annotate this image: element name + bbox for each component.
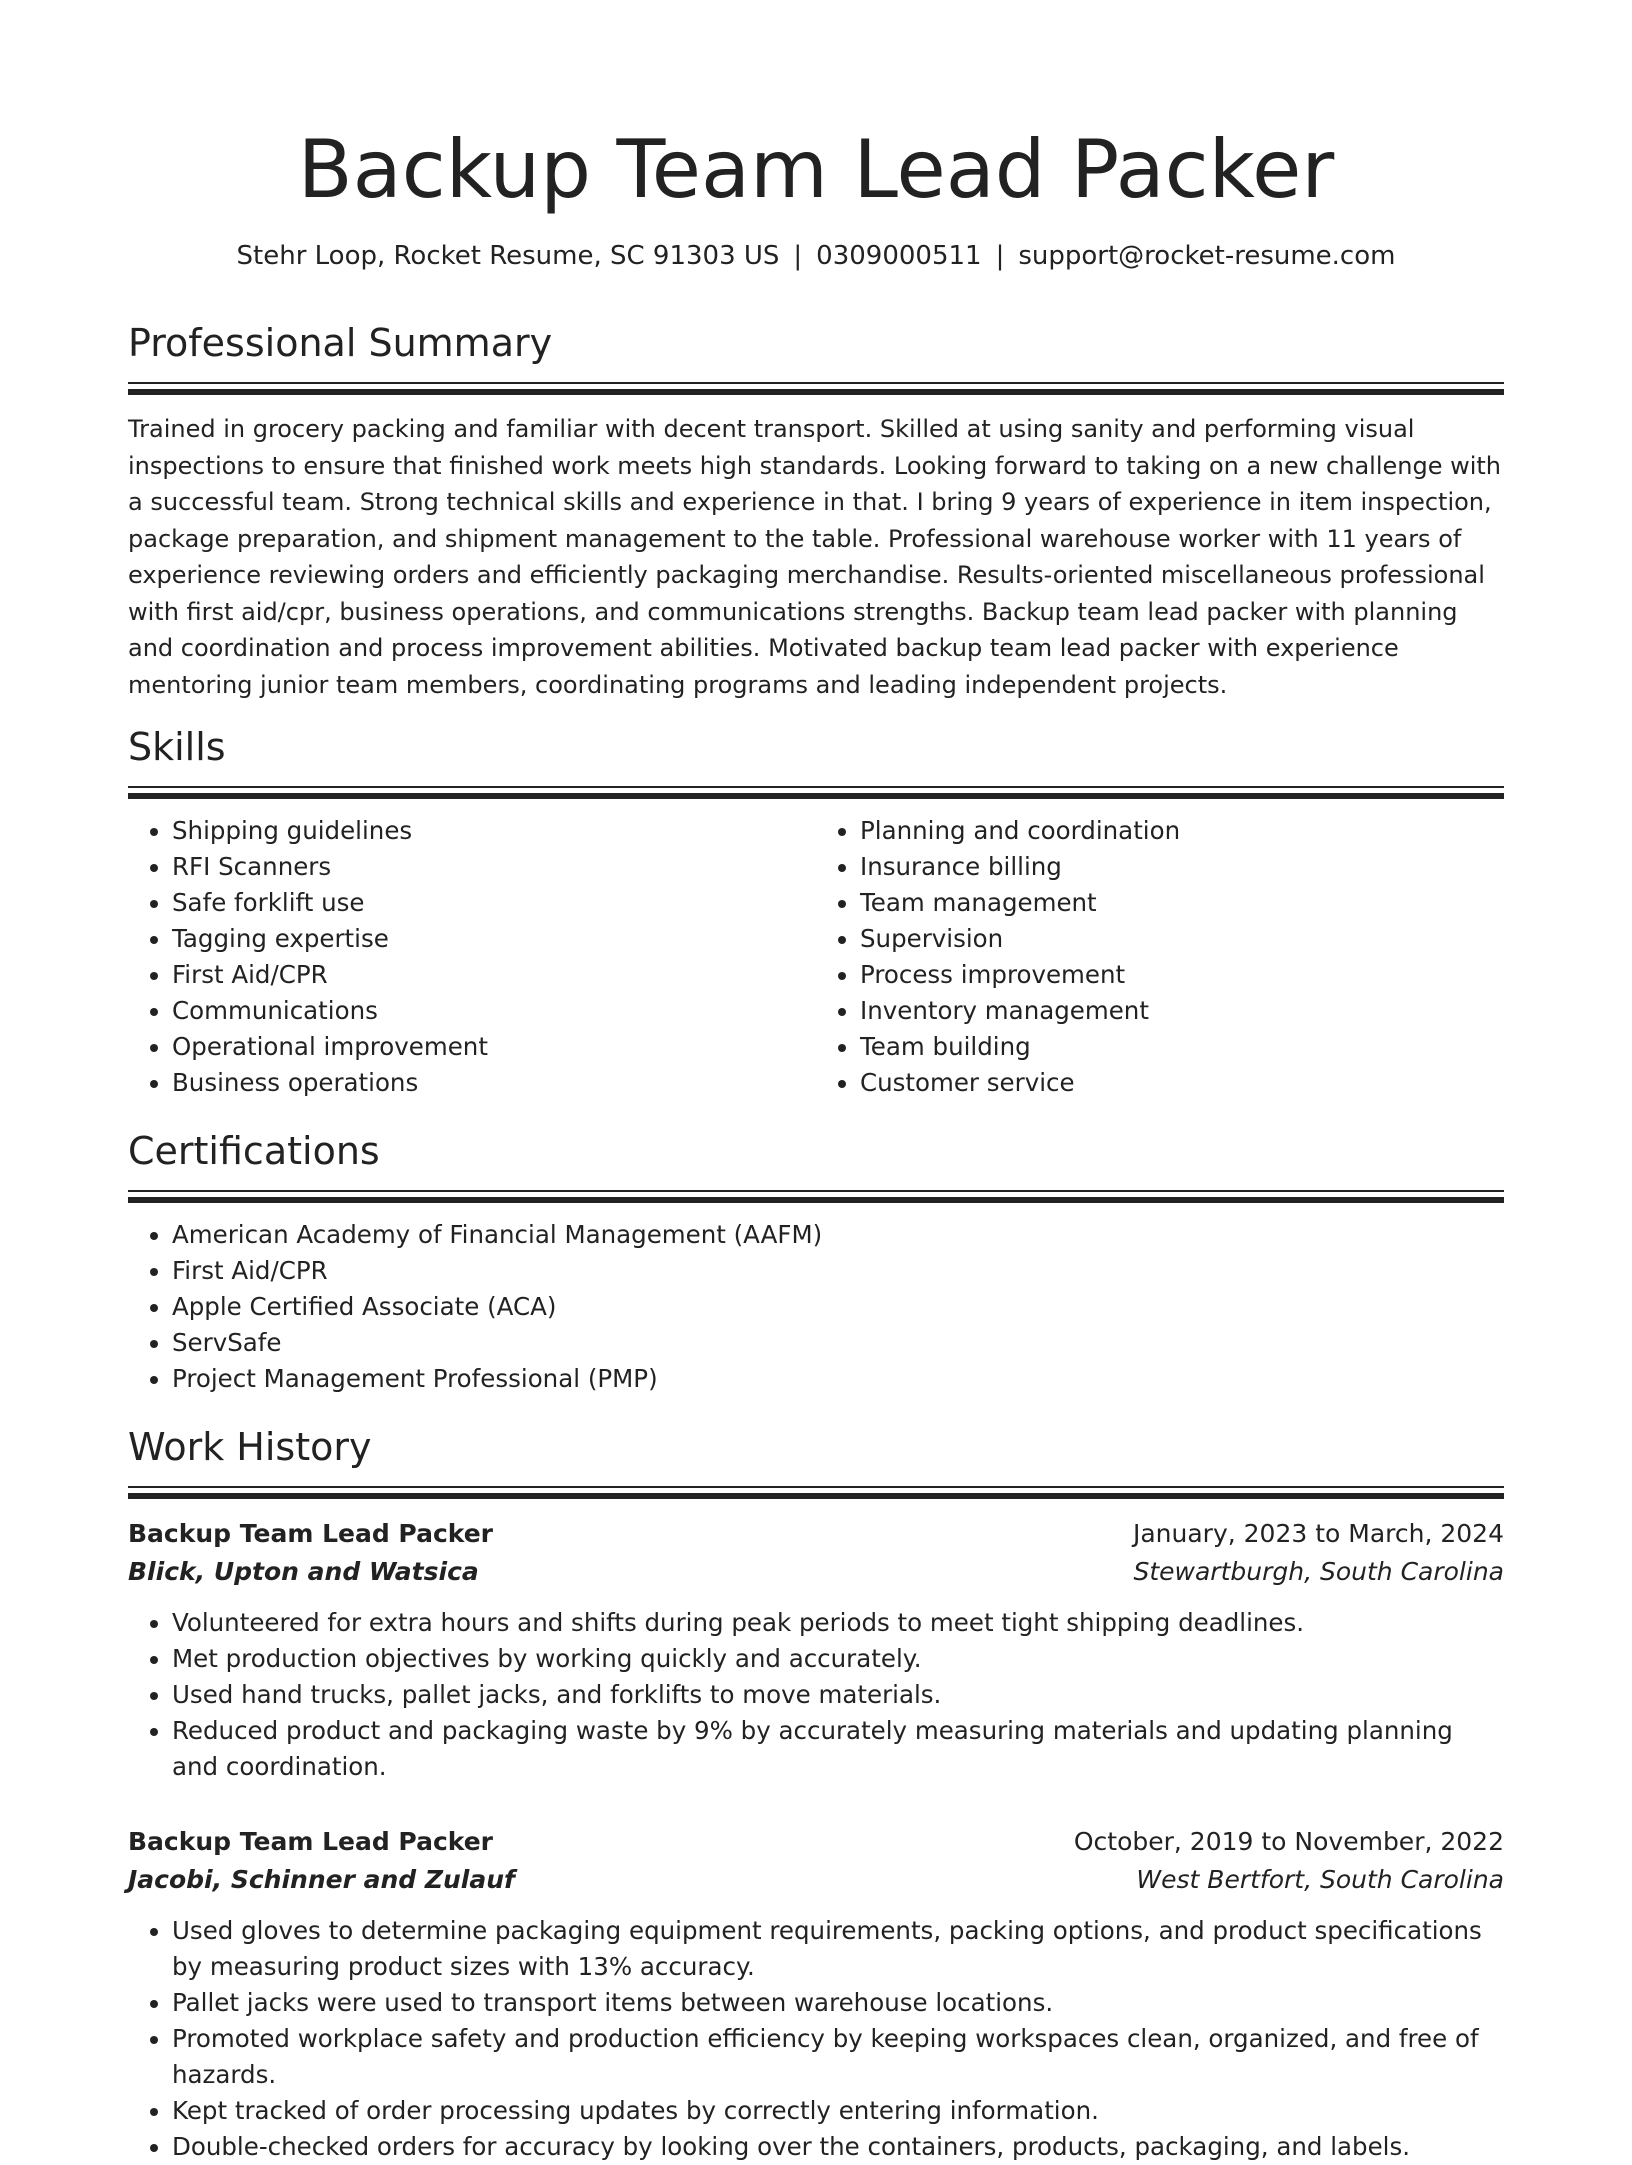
summary-text: Trained in grocery packing and familiar with decent transport. Skilled at using sanity and performing visual inspections to ensure that finished work meets high standards. Looking forward to taking on a new challenge with a successful team. Strong technical skills and experience in that. I bring 9 years of experience in item inspection, package preparation, and shipment management to the table. Professional warehouse worker with 11 years of experience reviewing orders and efficiently packaging merchandise. Results-oriented miscellaneous professional with first aid/cpr, business operations, and communications strengths. Backup team lead packer with planning and coordination and process improvement abilities. Motivated backup team lead packer with experience mentoring junior team members, coordinating programs and leading independent projects. bbox=[128, 415, 1502, 699]
skill-item: • Customer service bbox=[860, 1065, 1504, 1101]
candidate-name: Backup Team Lead Packer bbox=[297, 123, 1335, 216]
skill-item: • Supervision bbox=[860, 921, 1504, 957]
job-subheader-row bbox=[128, 1553, 1504, 1591]
job-dates: January, 2023 to March, 2024 bbox=[1132, 1519, 1504, 1548]
skill-item: • Process improvement bbox=[860, 957, 1504, 993]
job-bullet: • Volunteered for extra hours and shifts during peak periods to meet tight shipping deadlines. bbox=[172, 1605, 1504, 1641]
skill-item: • Inventory management bbox=[860, 993, 1504, 1029]
job-entry bbox=[128, 1515, 1504, 1785]
skill-item: • Planning and coordination bbox=[860, 813, 1504, 849]
contact-separator: | bbox=[995, 241, 1005, 271]
job-company: Jacobi, Schinner and Zulauf bbox=[128, 1865, 515, 1894]
job-bullets bbox=[128, 1913, 1504, 2165]
contact-email: support@rocket-resume.com bbox=[1018, 241, 1396, 271]
contact-phone: 0309000511 bbox=[816, 241, 982, 271]
job-title: Backup Team Lead Packer bbox=[128, 1519, 494, 1548]
certification-item: • First Aid/CPR bbox=[172, 1253, 1504, 1289]
section-work-history bbox=[128, 1422, 1504, 2165]
certification-item: • Apple Certified Associate (ACA) bbox=[172, 1289, 1504, 1325]
job-bullet: • Kept tracked of order processing updates by correctly entering information. bbox=[172, 2093, 1504, 2129]
section-heading-certifications: Certifications bbox=[128, 1129, 380, 1173]
job-bullets bbox=[128, 1605, 1504, 1785]
skills-columns bbox=[128, 813, 1504, 1101]
section-divider bbox=[128, 1486, 1504, 1499]
skills-list-left bbox=[128, 813, 816, 1101]
section-divider bbox=[128, 786, 1504, 799]
job-entry bbox=[128, 1823, 1504, 2165]
job-bullet: • Pallet jacks were used to transport items between warehouse locations. bbox=[172, 1985, 1504, 2021]
job-dates: October, 2019 to November, 2022 bbox=[1073, 1827, 1504, 1856]
skill-item: • Insurance billing bbox=[860, 849, 1504, 885]
skill-item: • Business operations bbox=[172, 1065, 816, 1101]
job-location: Stewartburgh, South Carolina bbox=[1133, 1557, 1504, 1586]
section-skills bbox=[128, 722, 1504, 1101]
section-divider bbox=[128, 1190, 1504, 1203]
skill-item: • First Aid/CPR bbox=[172, 957, 816, 993]
job-header-row bbox=[128, 1515, 1504, 1553]
job-bullet: • Met production objectives by working quickly and accurately. bbox=[172, 1641, 1504, 1677]
job-bullet: • Used gloves to determine packaging equipment requirements, packing options, and product specifications by measuring product sizes with 13% accuracy. bbox=[172, 1913, 1504, 1985]
skill-item: • Communications bbox=[172, 993, 816, 1029]
skills-list-right bbox=[816, 813, 1504, 1101]
job-bullet: • Double-checked orders for accuracy by looking over the containers, products, packaging, and labels. bbox=[172, 2129, 1504, 2165]
job-company: Blick, Upton and Watsica bbox=[128, 1557, 479, 1586]
section-divider bbox=[128, 382, 1504, 395]
skill-item: • Team building bbox=[860, 1029, 1504, 1065]
skill-item: • Tagging expertise bbox=[172, 921, 816, 957]
job-bullet: • Reduced product and packaging waste by 9% by accurately measuring materials and updating planning and coordination. bbox=[172, 1713, 1504, 1785]
certification-item: • Project Management Professional (PMP) bbox=[172, 1361, 1504, 1397]
job-title: Backup Team Lead Packer bbox=[128, 1827, 494, 1856]
job-bullet: • Promoted workplace safety and production efficiency by keeping workspaces clean, organized, and free of hazards. bbox=[172, 2021, 1504, 2093]
section-professional-summary bbox=[128, 318, 1504, 703]
job-header-row bbox=[128, 1823, 1504, 1861]
certification-item: • American Academy of Financial Management (AAFM) bbox=[172, 1217, 1504, 1253]
contact-separator: | bbox=[793, 241, 803, 271]
section-heading-work-history: Work History bbox=[128, 1425, 372, 1469]
certification-item: • ServSafe bbox=[172, 1325, 1504, 1361]
job-location: West Bertfort, South Carolina bbox=[1136, 1865, 1504, 1894]
section-certifications bbox=[128, 1126, 1504, 1397]
job-bullet: • Used hand trucks, pallet jacks, and forklifts to move materials. bbox=[172, 1677, 1504, 1713]
skill-item: • Shipping guidelines bbox=[172, 813, 816, 849]
skill-item: • Team management bbox=[860, 885, 1504, 921]
section-heading-skills: Skills bbox=[128, 725, 226, 769]
skill-item: • Safe forklift use bbox=[172, 885, 816, 921]
skill-item: • RFI Scanners bbox=[172, 849, 816, 885]
contact-address: Stehr Loop, Rocket Resume, SC 91303 US bbox=[236, 241, 780, 271]
section-heading-summary: Professional Summary bbox=[128, 321, 553, 365]
contact-line bbox=[128, 238, 1504, 274]
certifications-list bbox=[128, 1217, 1504, 1397]
skill-item: • Operational improvement bbox=[172, 1029, 816, 1065]
job-subheader-row bbox=[128, 1861, 1504, 1899]
